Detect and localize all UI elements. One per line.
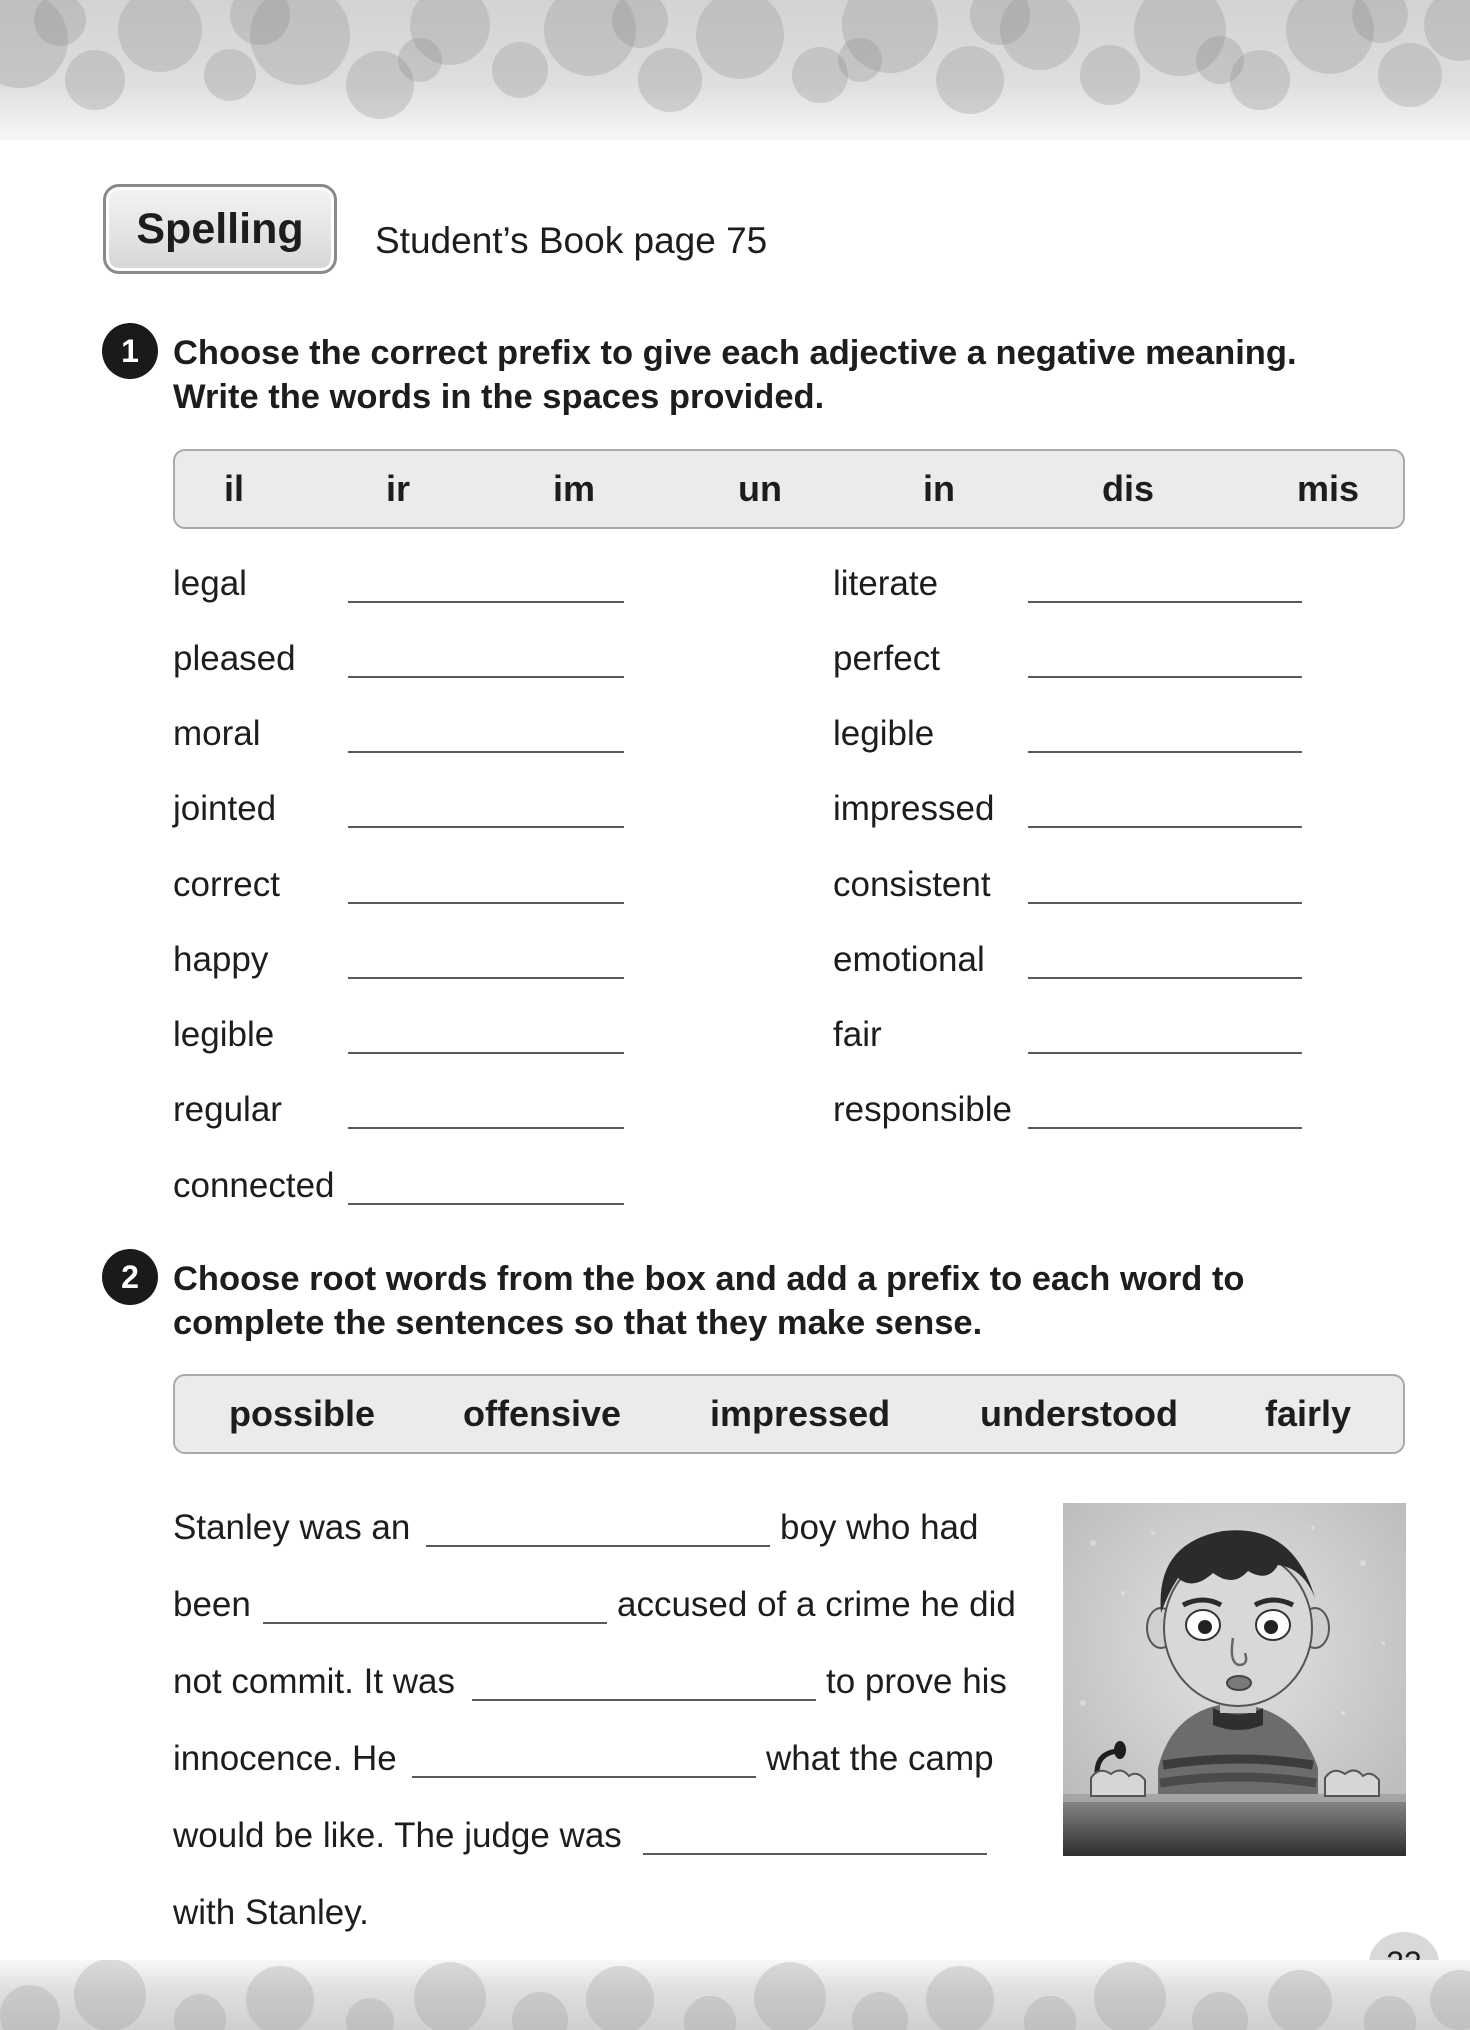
answer-line[interactable] xyxy=(348,751,624,753)
section-tab-spelling: Spelling xyxy=(103,184,337,274)
word-legible: legible xyxy=(173,1015,275,1054)
passage-line-2-end: accused of a crime he did xyxy=(617,1585,1016,1624)
fill-in-blank[interactable] xyxy=(263,1622,607,1624)
fill-in-blank[interactable] xyxy=(472,1699,816,1701)
word-legible-right: legible xyxy=(833,714,935,753)
passage-line-4-start: innocence. He xyxy=(173,1739,397,1778)
answer-line[interactable] xyxy=(1028,601,1302,603)
answer-line[interactable] xyxy=(348,1203,624,1205)
passage-line-1-end: boy who had xyxy=(780,1508,979,1547)
answer-line[interactable] xyxy=(1028,826,1302,828)
word-legal: legal xyxy=(173,564,247,603)
root-word-understood: understood xyxy=(980,1393,1178,1434)
answer-line[interactable] xyxy=(348,977,624,979)
bubbles-pattern-top xyxy=(0,0,1470,140)
answer-line[interactable] xyxy=(348,902,624,904)
passage-line-3-start: not commit. It was xyxy=(173,1662,456,1701)
answer-line[interactable] xyxy=(1028,1052,1302,1054)
word-happy: happy xyxy=(173,940,269,979)
answer-line[interactable] xyxy=(348,1052,624,1054)
root-word-fairly: fairly xyxy=(1265,1393,1352,1434)
question-1-number: 1 xyxy=(102,323,158,379)
prefix-un: un xyxy=(738,468,782,509)
book-page-reference: Student’s Book page 75 xyxy=(375,220,768,261)
word-regular: regular xyxy=(173,1090,282,1129)
prefix-in: in xyxy=(923,468,955,509)
passage-line-3-end: to prove his xyxy=(826,1662,1007,1701)
question-2-instruction-line-1: Choose root words from the box and add a prefix to each word to xyxy=(173,1260,1245,1298)
fill-in-blank[interactable] xyxy=(412,1776,756,1778)
answer-line[interactable] xyxy=(348,1127,624,1129)
word-pleased: pleased xyxy=(173,639,296,678)
question-1-instruction xyxy=(173,331,1297,419)
word-correct: correct xyxy=(173,865,280,904)
question-2-instruction-line-2: complete the sentences so that they make sense. xyxy=(173,1304,983,1342)
word-literate: literate xyxy=(833,564,939,603)
fill-in-blank[interactable] xyxy=(426,1545,770,1547)
prefix-ir: ir xyxy=(386,468,411,509)
passage-line-4-end: what the camp xyxy=(766,1739,994,1778)
boy-illustration xyxy=(1063,1503,1406,1856)
prefix-box xyxy=(173,449,1405,529)
word-fair: fair xyxy=(833,1015,882,1054)
word-impressed: impressed xyxy=(833,789,995,828)
root-words-box xyxy=(173,1374,1405,1454)
word-responsible: responsible xyxy=(833,1090,1012,1129)
word-emotional: emotional xyxy=(833,940,985,979)
answer-line[interactable] xyxy=(1028,676,1302,678)
word-connected: connected xyxy=(173,1166,335,1205)
bottom-decorative-band xyxy=(0,1960,1470,2030)
answer-line[interactable] xyxy=(1028,977,1302,979)
word-moral: moral xyxy=(173,714,261,753)
passage-line-5-start: would be like. The judge was xyxy=(173,1816,622,1855)
passage-line-1-start: Stanley was an xyxy=(173,1508,411,1547)
question-1-instruction-line-2: Write the words in the spaces provided. xyxy=(173,378,825,416)
word-consistent: consistent xyxy=(833,865,991,904)
passage-line-2-start: been xyxy=(173,1585,251,1624)
question-2-number: 2 xyxy=(102,1249,158,1305)
root-word-offensive: offensive xyxy=(463,1393,622,1434)
passage-line-6: with Stanley. xyxy=(173,1893,369,1932)
top-decorative-band xyxy=(0,0,1470,140)
root-word-possible: possible xyxy=(229,1393,376,1434)
answer-line[interactable] xyxy=(348,676,624,678)
fill-in-blank[interactable] xyxy=(643,1853,987,1855)
question-1-instruction-line-1: Choose the correct prefix to give each adjective a negative meaning. xyxy=(173,334,1297,372)
prefix-im: im xyxy=(553,468,596,509)
question-2-instruction xyxy=(173,1257,1245,1345)
answer-line[interactable] xyxy=(348,826,624,828)
word-jointed: jointed xyxy=(173,789,277,828)
prefix-dis: dis xyxy=(1102,468,1155,509)
prefix-mis: mis xyxy=(1297,468,1360,509)
answer-line[interactable] xyxy=(1028,902,1302,904)
bubbles-pattern-bottom xyxy=(0,1960,1470,2030)
answer-line[interactable] xyxy=(1028,1127,1302,1129)
answer-line[interactable] xyxy=(348,601,624,603)
word-perfect: perfect xyxy=(833,639,940,678)
answer-line[interactable] xyxy=(1028,751,1302,753)
prefix-il: il xyxy=(224,468,245,509)
root-word-impressed: impressed xyxy=(710,1393,891,1434)
